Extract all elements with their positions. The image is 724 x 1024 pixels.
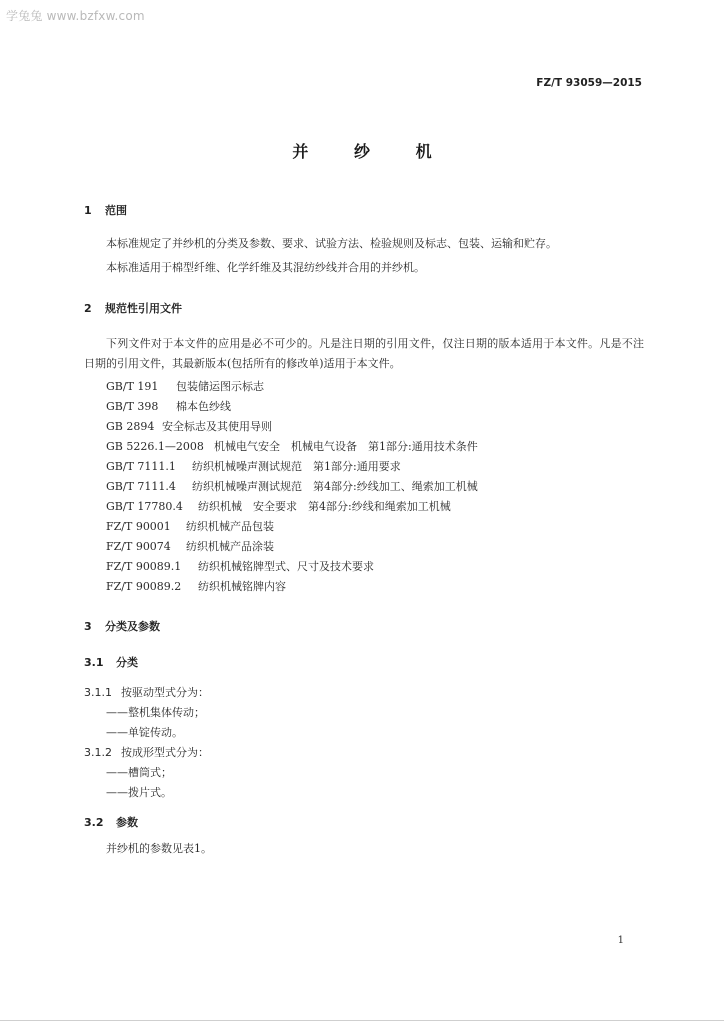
reference-title: 纺织机械噪声测试规范 第1部分:通用要求 — [192, 460, 401, 473]
reference-code: GB 5226.1—2008 — [106, 440, 204, 453]
reference-title: 纺织机械产品包装 — [186, 520, 274, 533]
reference-code: FZ/T 90089.1 — [106, 560, 182, 573]
reference-item — [106, 478, 478, 494]
section-title: 范围 — [105, 204, 127, 217]
reference-code: GB/T 7111.1 — [106, 460, 176, 473]
document-title: 并 纱 机 — [292, 142, 452, 161]
section-title: 规范性引用文件 — [105, 302, 182, 315]
section-2-heading — [84, 300, 182, 316]
reference-code: GB/T 191 — [106, 380, 159, 393]
reference-title: 纺织机械噪声测试规范 第4部分:纱线加工、绳索加工机械 — [192, 480, 478, 493]
reference-title: 安全标志及其使用导则 — [162, 420, 272, 433]
reference-item — [106, 518, 274, 534]
watermark: 学兔兔 www.bzfxw.com — [6, 9, 145, 23]
option-item: ——整机集体传动； — [106, 706, 205, 719]
paragraph: 并纱机的参数见表1。 — [106, 842, 212, 855]
reference-item — [106, 558, 374, 574]
subsection-title: 参数 — [116, 816, 138, 829]
paragraph: 本标准适用于棉型纤维、化学纤维及其混纺纱线并合用的并纱机。 — [106, 261, 425, 274]
reference-item — [106, 498, 451, 514]
reference-title: 纺织机械产品涂装 — [186, 540, 274, 553]
reference-title: 纺织机械 安全要求 第4部分:纱线和绳索加工机械 — [198, 500, 451, 513]
subsection-number: 3.1 — [84, 656, 104, 669]
section-number: 1 — [84, 204, 92, 217]
clause-3-1-1 — [84, 684, 209, 700]
reference-code: GB/T 398 — [106, 400, 159, 413]
standard-code: FZ/T 93059—2015 — [536, 77, 642, 89]
page-bottom-divider — [0, 1020, 724, 1021]
reference-title: 机械电气安全 机械电气设备 第1部分:通用技术条件 — [214, 440, 478, 453]
reference-code: GB/T 17780.4 — [106, 500, 183, 513]
section-1-heading — [84, 202, 127, 218]
reference-item — [106, 578, 286, 594]
clause-text: 按驱动型式分为： — [121, 686, 209, 699]
clause-text: 按成形型式分为： — [121, 746, 209, 759]
clause-3-1-2 — [84, 744, 209, 760]
reference-code: FZ/T 90001 — [106, 520, 171, 533]
reference-code: FZ/T 90074 — [106, 540, 171, 553]
clause-number: 3.1.1 — [84, 686, 112, 699]
subsection-3-2-heading — [84, 814, 138, 830]
subsection-title: 分类 — [116, 656, 138, 669]
option-item: ——单锭传动。 — [106, 726, 183, 739]
section-3-heading — [84, 618, 160, 634]
section-number: 3 — [84, 620, 92, 633]
reference-item — [106, 458, 401, 474]
paragraph: 本标准规定了并纱机的分类及参数、要求、试验方法、检验规则及标志、包装、运输和贮存。 — [106, 237, 557, 250]
reference-item — [106, 418, 272, 434]
reference-title: 包装储运图示标志 — [176, 380, 264, 393]
reference-item — [106, 378, 264, 394]
option-item: ——拨片式。 — [106, 786, 172, 799]
reference-item — [106, 438, 478, 454]
clause-number: 3.1.2 — [84, 746, 112, 759]
reference-code: FZ/T 90089.2 — [106, 580, 182, 593]
reference-title: 棉本色纱线 — [176, 400, 231, 413]
reference-item — [106, 398, 231, 414]
page-number: 1 — [617, 935, 624, 946]
reference-code: GB/T 7111.4 — [106, 480, 176, 493]
reference-item — [106, 538, 274, 554]
reference-title: 纺织机械铭牌型式、尺寸及技术要求 — [198, 560, 374, 573]
paragraph: 下列文件对于本文件的应用是必不可少的。凡是注日期的引用文件，仅注日期的版本适用于本文件。凡是不注日期的引用文件，其最新版本(包括所有的修改单)适用于本文件。 — [84, 337, 644, 370]
subsection-3-1-heading — [84, 654, 138, 670]
section-title: 分类及参数 — [105, 620, 160, 633]
reference-code: GB 2894 — [106, 420, 155, 433]
section-number: 2 — [84, 302, 92, 315]
reference-title: 纺织机械铭牌内容 — [198, 580, 286, 593]
subsection-number: 3.2 — [84, 816, 104, 829]
option-item: ——槽筒式； — [106, 766, 172, 779]
